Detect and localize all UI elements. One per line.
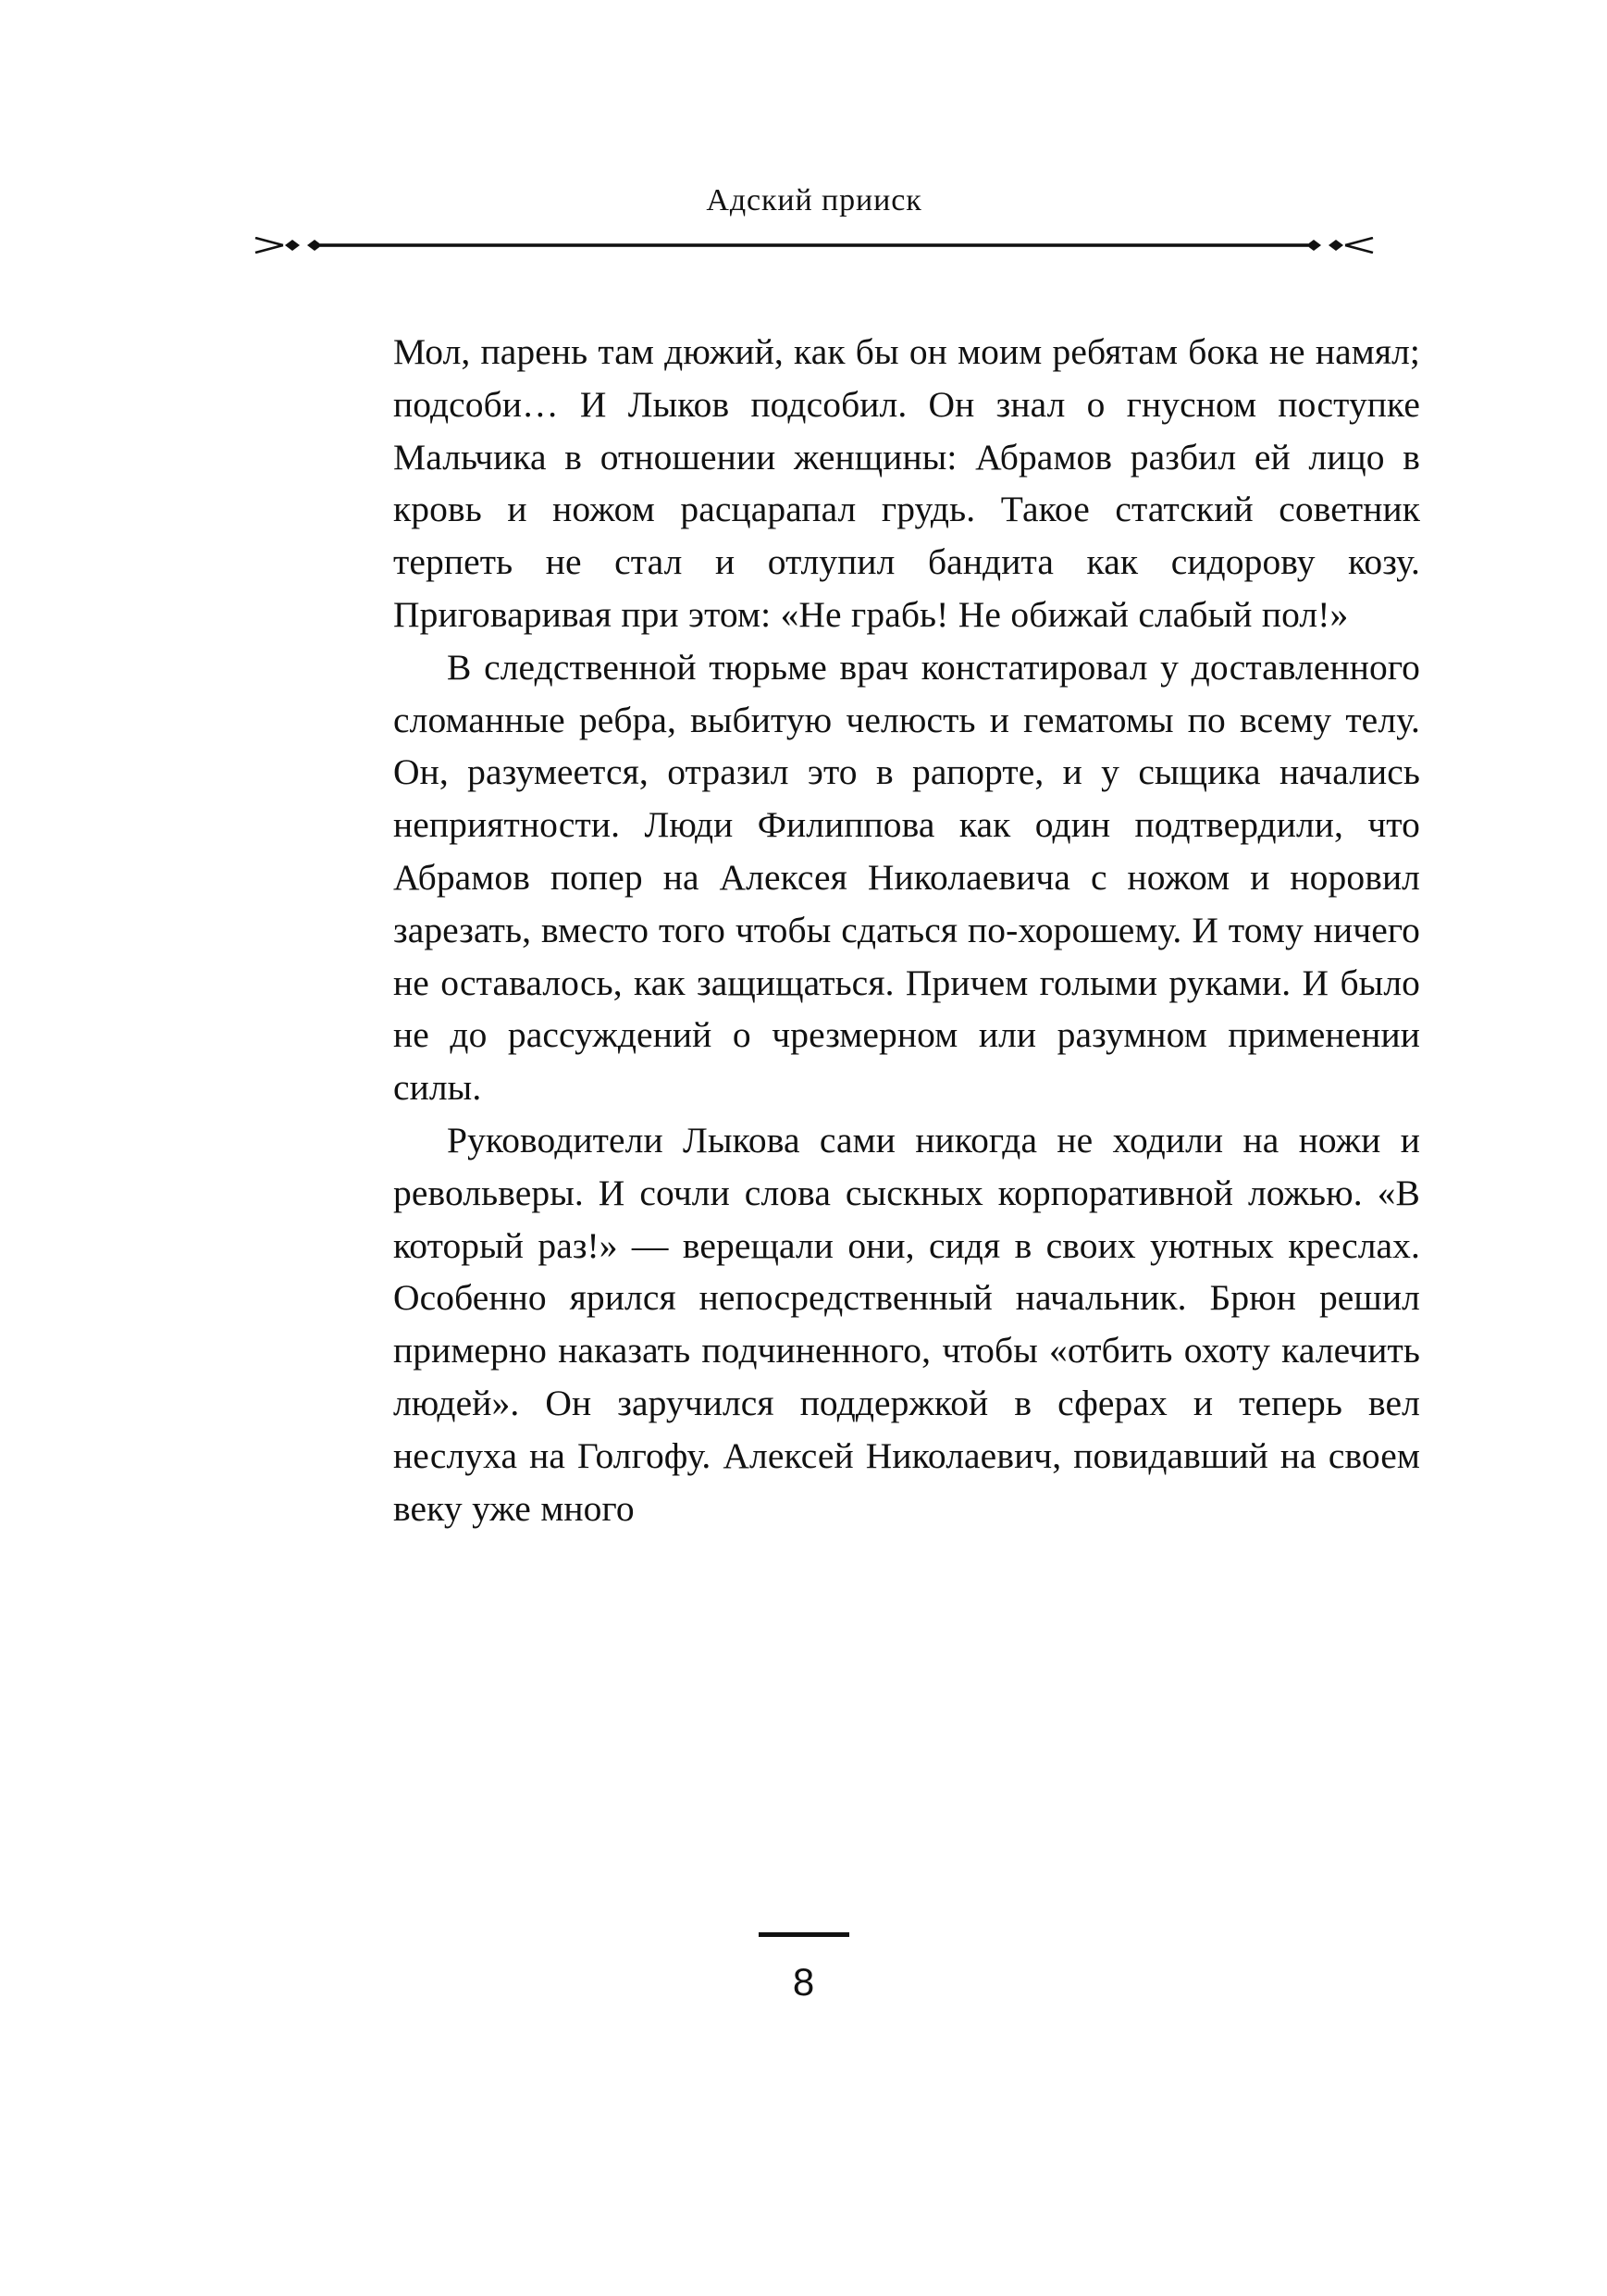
paragraph: Руководители Лыкова сами никогда не ходили на ножи и револьверы. И сочли слова сыскных корпоративной ложью. «В который раз!» — верещали они, сидя в своих уютных креслах. Особенно ярился непосредственный начальник. Брюн решил примерно наказать подчиненного, чтобы «отбить охоту калечить людей». Он заручился поддержкой в сферах и теперь вел неслуха на Голгофу. Алексей Николаевич, повидавший на своем веку уже много [393, 1119, 1420, 1529]
paragraph: В следственной тюрьме врач констатировал у доставленного сломанные ребра, выбитую челюсть и гематомы по всему телу. Он, разумеется, отразил это в рапорте, и у сыщика начались неприятности. Люди Филиппова как один подтвердили, что Абрамов попер на Алексея Николаевича с ножом и норовил зарезать, вместо того чтобы сдаться по-хорошему. И тому ничего не оставалось, как защищаться. Причем голыми руками. И было не до рассуждений о чрезмерном или разумном применении силы. [393, 646, 1420, 1109]
header-ornament-rule [252, 237, 1377, 254]
page-title: Адский прииск [706, 183, 922, 217]
diamond-arrow-right-ornament [1306, 238, 1373, 253]
diamond-arrow-left-ornament [255, 238, 322, 253]
page-number: 8 [792, 1960, 815, 2004]
body-text [393, 326, 1420, 1534]
running-head [252, 181, 1377, 265]
footer-divider [759, 1932, 849, 1937]
paragraph: Мол, парень там дюжий, как бы он моим ребятам бока не намял; подсоби… И Лыков подсобил. Он знал о гнусном поступке Мальчика в отношении женщины: Абрамов разбил ей лицо в кровь и ножом расцарапал грудь. Такое статский советник терпеть не стал и отлупил бандита как сидорову козу. Приговаривая при этом: «Не грабь! Не обижай слабый пол!» [393, 331, 1420, 635]
page-footer [0, 1932, 1607, 2005]
